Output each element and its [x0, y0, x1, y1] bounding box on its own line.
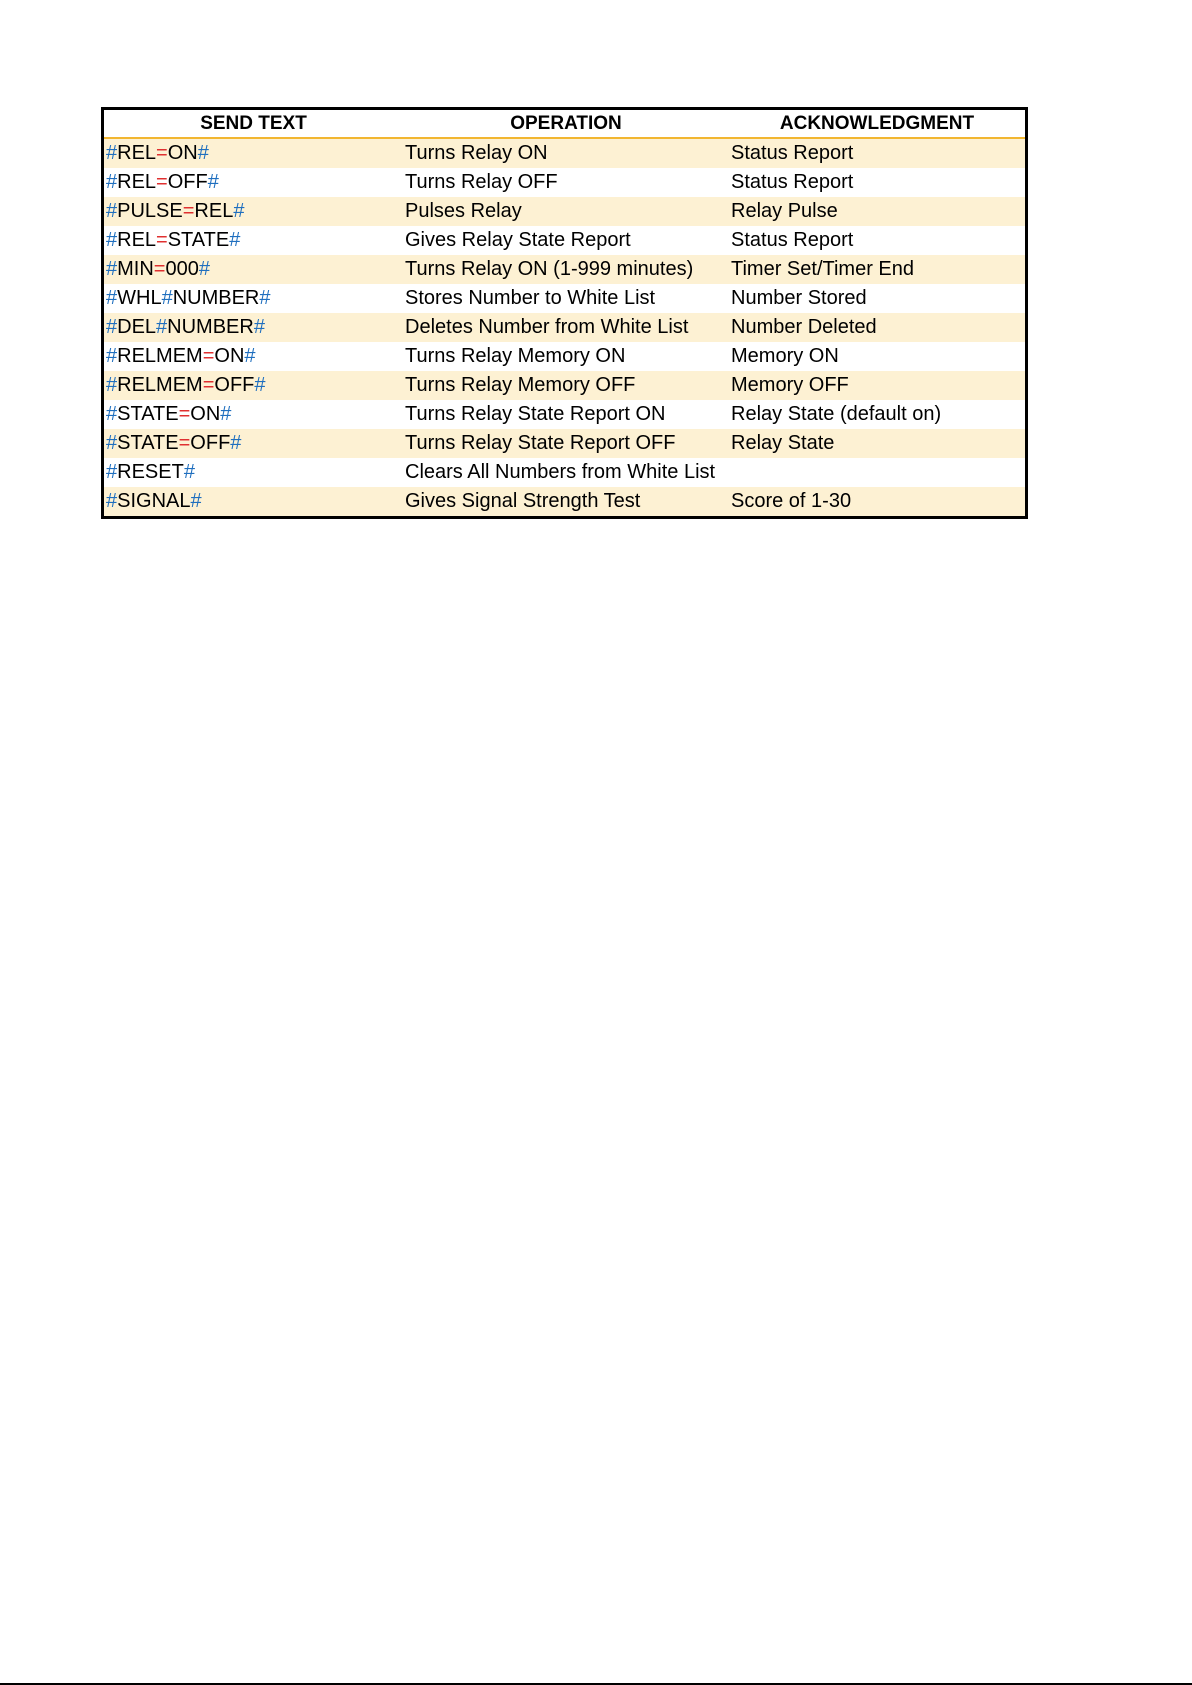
hash-delimiter: #: [198, 258, 210, 280]
command-token: STATE: [117, 403, 179, 425]
equals-sign: =: [202, 374, 215, 396]
equals-sign: =: [153, 258, 166, 280]
acknowledgment-cell: Timer Set/Timer End: [731, 258, 914, 280]
hash-delimiter: #: [190, 490, 202, 512]
header-acknowledgment: ACKNOWLEDGMENT: [779, 112, 975, 134]
send-text-cell: [104, 171, 403, 194]
hash-delimiter: #: [156, 316, 168, 338]
operation-cell: Gives Relay State Report: [405, 229, 631, 251]
send-text-cell: [104, 432, 403, 455]
command-token: OFF: [167, 171, 208, 193]
command-token: NUMBER: [167, 316, 254, 338]
acknowledgment-cell: Status Report: [731, 171, 854, 193]
acknowledgment-cell: Memory OFF: [731, 374, 849, 396]
table-body: [104, 139, 1025, 516]
hash-delimiter: #: [106, 229, 118, 251]
command-table: [101, 107, 1028, 519]
send-text-cell: [104, 229, 403, 252]
command-token: PULSE: [117, 200, 183, 222]
acknowledgment-cell: Status Report: [731, 142, 854, 164]
operation-cell: Turns Relay Memory OFF: [405, 374, 636, 396]
acknowledgment-cell: Relay Pulse: [731, 200, 838, 222]
command-token: MIN: [117, 258, 154, 280]
table-row: [104, 487, 1025, 516]
hash-delimiter: #: [106, 258, 118, 280]
operation-cell: Deletes Number from White List: [405, 316, 689, 338]
hash-delimiter: #: [220, 403, 232, 425]
send-text-cell: [104, 258, 403, 281]
hash-delimiter: #: [253, 316, 265, 338]
command-token: OFF: [190, 432, 231, 454]
command-token: REL: [117, 171, 157, 193]
operation-cell: Turns Relay ON (1-999 minutes): [405, 258, 694, 280]
table-row: [104, 197, 1025, 226]
hash-delimiter: #: [229, 229, 241, 251]
send-text-cell: [104, 490, 403, 513]
command-token: RESET: [117, 461, 184, 483]
command-token: REL: [117, 142, 157, 164]
hash-delimiter: #: [259, 287, 271, 309]
hash-delimiter: #: [254, 374, 266, 396]
command-token: REL: [117, 229, 157, 251]
acknowledgment-cell: Relay State: [731, 432, 835, 454]
send-text-cell: [104, 403, 403, 426]
table-row: [104, 371, 1025, 400]
hash-delimiter: #: [207, 171, 219, 193]
acknowledgment-cell: Number Deleted: [731, 316, 877, 338]
command-token: RELMEM: [117, 345, 203, 367]
acknowledgment-cell: Number Stored: [731, 287, 867, 309]
operation-cell: Turns Relay OFF: [405, 171, 558, 193]
header-operation: OPERATION: [510, 112, 622, 134]
hash-delimiter: #: [197, 142, 209, 164]
operation-cell: Turns Relay Memory ON: [405, 345, 626, 367]
send-text-cell: [104, 200, 403, 223]
acknowledgment-cell: Relay State (default on): [731, 403, 942, 425]
table-row: [104, 342, 1025, 371]
equals-sign: =: [156, 171, 168, 193]
send-text-cell: [104, 345, 403, 368]
hash-delimiter: #: [106, 345, 118, 367]
hash-delimiter: #: [244, 345, 256, 367]
hash-delimiter: #: [106, 316, 118, 338]
hash-delimiter: #: [230, 432, 242, 454]
send-text-cell: [104, 461, 403, 484]
equals-sign: =: [202, 345, 215, 367]
hash-delimiter: #: [106, 403, 118, 425]
equals-sign: =: [182, 200, 195, 222]
hash-delimiter: #: [106, 374, 118, 396]
send-text-cell: [104, 316, 403, 339]
command-token: ON: [190, 403, 221, 425]
table-row: [104, 458, 1025, 487]
send-text-cell: [104, 287, 403, 310]
hash-delimiter: #: [233, 200, 245, 222]
equals-sign: =: [178, 403, 191, 425]
acknowledgment-cell: Score of 1-30: [731, 490, 852, 512]
command-token: STATE: [167, 229, 230, 251]
operation-cell: Turns Relay ON: [405, 142, 548, 164]
table-row: [104, 400, 1025, 429]
table-row: [104, 168, 1025, 197]
operation-cell: Stores Number to White List: [405, 287, 656, 309]
command-token: WHL: [117, 287, 162, 309]
hash-delimiter: #: [106, 432, 118, 454]
command-token: ON: [214, 345, 245, 367]
equals-sign: =: [178, 432, 191, 454]
operation-cell: Turns Relay State Report OFF: [405, 432, 676, 454]
command-token: NUMBER: [172, 287, 260, 309]
acknowledgment-cell: Memory ON: [731, 345, 839, 367]
hash-delimiter: #: [106, 171, 118, 193]
table-row: [104, 226, 1025, 255]
table-row: [104, 313, 1025, 342]
send-text-cell: [104, 374, 403, 397]
command-token: STATE: [117, 432, 179, 454]
equals-sign: =: [156, 229, 168, 251]
command-token: SIGNAL: [117, 490, 191, 512]
operation-cell: Clears All Numbers from White List: [405, 461, 716, 483]
hash-delimiter: #: [106, 490, 118, 512]
command-token: OFF: [214, 374, 255, 396]
command-token: REL: [194, 200, 234, 222]
hash-delimiter: #: [183, 461, 195, 483]
table-row: [104, 139, 1025, 168]
command-token: 000: [165, 258, 199, 280]
header-send-text: SEND TEXT: [200, 112, 307, 134]
hash-delimiter: #: [106, 287, 118, 309]
acknowledgment-cell: Status Report: [731, 229, 854, 251]
table-row: [104, 255, 1025, 284]
operation-cell: Turns Relay State Report ON: [405, 403, 666, 425]
command-token: ON: [167, 142, 198, 164]
equals-sign: =: [156, 142, 168, 164]
hash-delimiter: #: [106, 200, 118, 222]
table-header: [104, 110, 1025, 139]
operation-cell: Gives Signal Strength Test: [405, 490, 641, 512]
hash-delimiter: #: [106, 142, 118, 164]
command-token: RELMEM: [117, 374, 203, 396]
command-token: DEL: [117, 316, 157, 338]
hash-delimiter: #: [106, 461, 118, 483]
table-row: [104, 284, 1025, 313]
hash-delimiter: #: [161, 287, 173, 309]
table-row: [104, 429, 1025, 458]
send-text-cell: [104, 142, 403, 165]
operation-cell: Pulses Relay: [405, 200, 522, 222]
